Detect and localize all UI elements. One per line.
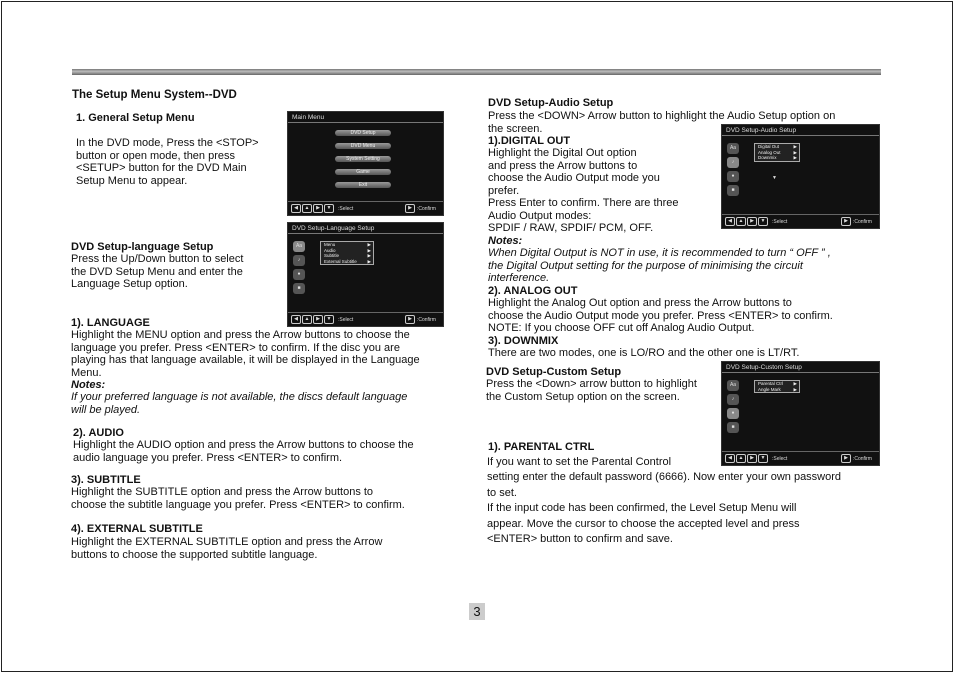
text-line: SPDIF / RAW, SPDIF/ PCM, OFF. <box>488 222 654 234</box>
category-icons <box>727 143 740 199</box>
left-icon: ◀ <box>725 454 735 463</box>
arrow-right-icon: ▶ <box>367 253 371 259</box>
right-icon: ▶ <box>747 217 757 226</box>
menu-option-label: Parental Ctrl <box>758 381 784 386</box>
text-line: When Digital Output is NOT in use, it is recommended to turn “ OFF ” , <box>488 247 831 259</box>
arrow-right-icon: ▶ <box>793 386 797 392</box>
enter-icon: ▶ <box>405 315 415 324</box>
audio-icon: ♪ <box>727 394 739 405</box>
menu-option-label: External Subtitle <box>324 258 357 264</box>
text-line: There are two modes, one is LO/RO and the other one is LT/RT. <box>488 347 800 359</box>
right-icon: ▶ <box>313 204 323 213</box>
audio-icon: ♪ <box>293 255 305 266</box>
page-number: 3 <box>469 603 485 620</box>
arrow-right-icon: ▶ <box>367 247 371 253</box>
menu-option-label: Angle Mark <box>758 386 781 392</box>
audio-heading: 2). AUDIO <box>73 427 124 439</box>
left-icon: ◀ <box>291 315 301 324</box>
exit-icon: ■ <box>727 185 739 196</box>
downmix-heading: 3). DOWNMIX <box>488 335 559 347</box>
menu-option-label: Downmix <box>758 155 777 161</box>
text-line: Highlight the EXTERNAL SUBTITLE option and press the Arrow <box>71 536 383 548</box>
menu-option-label: Subtitle <box>324 253 340 259</box>
text-line: and press the Arrow buttons to <box>488 159 638 172</box>
confirm-label: :Confirm <box>853 219 872 225</box>
digital-notes-label: Notes: <box>488 235 523 247</box>
custom-options <box>754 380 800 393</box>
text-line: Audio Output modes: <box>488 209 592 222</box>
text-line: the screen. <box>488 122 543 135</box>
text-line: If the input code has been confirmed, the Level Setup Menu will <box>487 502 797 515</box>
lang1-heading: 1). LANGUAGE <box>71 317 150 329</box>
text-line: Press the <Down> arrow button to highlight <box>486 378 697 390</box>
category-icons <box>727 380 740 436</box>
down-icon: ▼ <box>758 454 768 463</box>
select-label: :Select <box>338 317 354 323</box>
custom-screen <box>721 361 880 466</box>
arrow-right-icon: ▶ <box>367 242 371 247</box>
arrow-right-icon: ▶ <box>793 381 797 386</box>
audio-screen-footer <box>722 214 879 228</box>
audiosetup-heading: DVD Setup-Audio Setup <box>488 97 614 109</box>
select-label: :Select <box>772 219 788 225</box>
language-icon: Aa <box>727 143 739 154</box>
text-line: Menu. <box>71 366 102 379</box>
text-line: button or open mode, then press <box>76 149 235 162</box>
confirm-label: :Confirm <box>853 456 872 462</box>
text-line: If you want to set the Parental Control <box>487 456 672 468</box>
arrow-right-icon: ▶ <box>793 155 797 161</box>
arrow-right-icon: ▶ <box>793 144 797 149</box>
text-line: Highlight the Analog Out option and press the Arrow buttons to <box>488 297 792 309</box>
text-line: Highlight the MENU option and press the Arrow buttons to choose the <box>71 329 410 341</box>
menu-option-label: Analog Out <box>758 149 781 155</box>
text-line: playing has that language available, it will be displayed in the Language <box>71 354 420 366</box>
text-line: Press Enter to confirm. There are three <box>488 197 679 209</box>
language-icon: Aa <box>293 241 305 252</box>
main-menu-item[interactable]: Game <box>335 169 391 175</box>
arrow-right-icon: ▶ <box>367 258 371 264</box>
text-line: buttons to choose the supported subtitle language. <box>71 548 318 561</box>
enter-icon: ▶ <box>405 204 415 213</box>
enter-icon: ▶ <box>841 454 851 463</box>
up-icon: ▲ <box>736 217 746 226</box>
text-line: If your preferred language is not available, the discs default language <box>71 391 408 403</box>
audio-options <box>754 143 800 162</box>
text-line: <ENTER> button to confirm and save. <box>487 533 673 545</box>
down-icon: ▼ <box>324 204 334 213</box>
left-icon: ◀ <box>725 217 735 226</box>
menu-option-label: Audio <box>324 247 336 253</box>
custom-heading: DVD Setup-Custom Setup <box>486 366 622 378</box>
text-line: Press the Up/Down button to select <box>71 253 244 265</box>
text-line: In the DVD mode, Press the <STOP> <box>76 137 259 149</box>
exit-icon: ■ <box>293 283 305 294</box>
text-line: Press the <DOWN> Arrow button to highlight the Audio Setup option on <box>488 110 836 122</box>
language-heading: DVD Setup-language Setup <box>71 241 214 253</box>
audio-screen-title: DVD Setup-Audio Setup <box>726 127 797 134</box>
text-line: <SETUP> button for the DVD Main <box>76 162 247 175</box>
custom-icon: ● <box>727 408 739 419</box>
text-line: Language Setup option. <box>71 278 188 291</box>
custom-screen-title: DVD Setup-Custom Setup <box>726 364 802 371</box>
language-screen <box>287 222 444 327</box>
custom-screen-footer <box>722 451 879 465</box>
general-heading: 1. General Setup Menu <box>76 112 195 124</box>
main-menu-item[interactable]: System Setting <box>335 156 391 162</box>
page-title: The Setup Menu System--DVD <box>72 89 237 101</box>
text-line: the DVD Setup Menu and enter the <box>71 265 243 278</box>
custom-icon: ● <box>727 171 739 182</box>
text-line: prefer. <box>488 184 520 197</box>
arrow-right-icon: ▶ <box>793 149 797 155</box>
text-line: setting enter the default password (6666). Now enter your own password <box>487 471 842 484</box>
text-line: appear. Move the cursor to choose the accepted level and press <box>487 517 800 530</box>
enter-icon: ▶ <box>841 217 851 226</box>
lang1-notes-label: Notes: <box>71 379 106 391</box>
text-line: the Custom Setup option on the screen. <box>486 390 680 403</box>
down-icon: ▼ <box>758 217 768 226</box>
up-icon: ▲ <box>302 315 312 324</box>
language-options <box>320 241 374 265</box>
exit-icon: ■ <box>727 422 739 433</box>
right-icon: ▶ <box>747 454 757 463</box>
digital-heading: 1).DIGITAL OUT <box>488 135 571 147</box>
up-icon: ▲ <box>736 454 746 463</box>
language-screen-title: DVD Setup-Language Setup <box>292 225 375 232</box>
scroll-down-icon: ▼ <box>772 175 777 181</box>
menu-option[interactable] <box>755 155 799 161</box>
text-line: choose the subtitle language you prefer. Press <ENTER> to confirm. <box>71 498 405 511</box>
category-icons <box>293 241 306 297</box>
main-menu-item[interactable]: DVD Setup <box>335 130 391 136</box>
text-line: audio language you prefer. Press <ENTER> to confirm. <box>73 451 343 464</box>
text-line: Highlight the SUBTITLE option and press the Arrow buttons to <box>71 486 374 498</box>
text-line: Highlight the Digital Out option <box>488 147 637 159</box>
select-label: :Select <box>338 206 354 212</box>
text-line: Setup Menu to appear. <box>76 174 188 187</box>
text-line: Highlight the AUDIO option and press the Arrow buttons to choose the <box>73 439 414 451</box>
text-line: language you prefer. Press <ENTER> to confirm. If the disc you are <box>71 341 400 354</box>
select-label: :Select <box>772 456 788 462</box>
language-screen-footer <box>288 312 443 326</box>
left-icon: ◀ <box>291 204 301 213</box>
main-menu-item[interactable]: Exit <box>335 182 391 188</box>
extsub-heading: 4). EXTERNAL SUBTITLE <box>71 523 203 535</box>
menu-option[interactable] <box>321 259 373 265</box>
main-menu-item[interactable]: DVD Menu <box>335 143 391 149</box>
analog-heading: 2). ANALOG OUT <box>488 285 578 297</box>
main-menu-footer <box>288 201 443 215</box>
text-line: the Digital Output setting for the purpose of minimising the circuit <box>488 259 803 272</box>
confirm-label: :Confirm <box>417 317 436 323</box>
text-line: will be played. <box>71 403 141 416</box>
text-line: to set. <box>487 486 517 499</box>
main-menu-screen <box>287 111 444 216</box>
parental-heading: 1). PARENTAL CTRL <box>488 441 595 453</box>
menu-option[interactable] <box>755 387 799 393</box>
audio-icon: ♪ <box>727 157 739 168</box>
right-icon: ▶ <box>313 315 323 324</box>
language-icon: Aa <box>727 380 739 391</box>
text-line: interference. <box>488 272 550 284</box>
text-line: NOTE: If you choose OFF cut off Analog Audio Output. <box>488 322 755 334</box>
menu-option-label: Digital Out <box>758 144 780 149</box>
header-rule <box>72 69 881 75</box>
up-icon: ▲ <box>302 204 312 213</box>
custom-icon: ● <box>293 269 305 280</box>
confirm-label: :Confirm <box>417 206 436 212</box>
audio-screen <box>721 124 880 229</box>
text-line: choose the Audio Output mode you prefer. Press <ENTER> to confirm. <box>488 309 833 322</box>
main-menu-title: Main Menu <box>292 114 325 121</box>
subtitle-heading: 3). SUBTITLE <box>71 474 141 486</box>
text-line: choose the Audio Output mode you <box>488 172 660 184</box>
menu-option-label: Menu <box>324 242 336 247</box>
down-icon: ▼ <box>324 315 334 324</box>
